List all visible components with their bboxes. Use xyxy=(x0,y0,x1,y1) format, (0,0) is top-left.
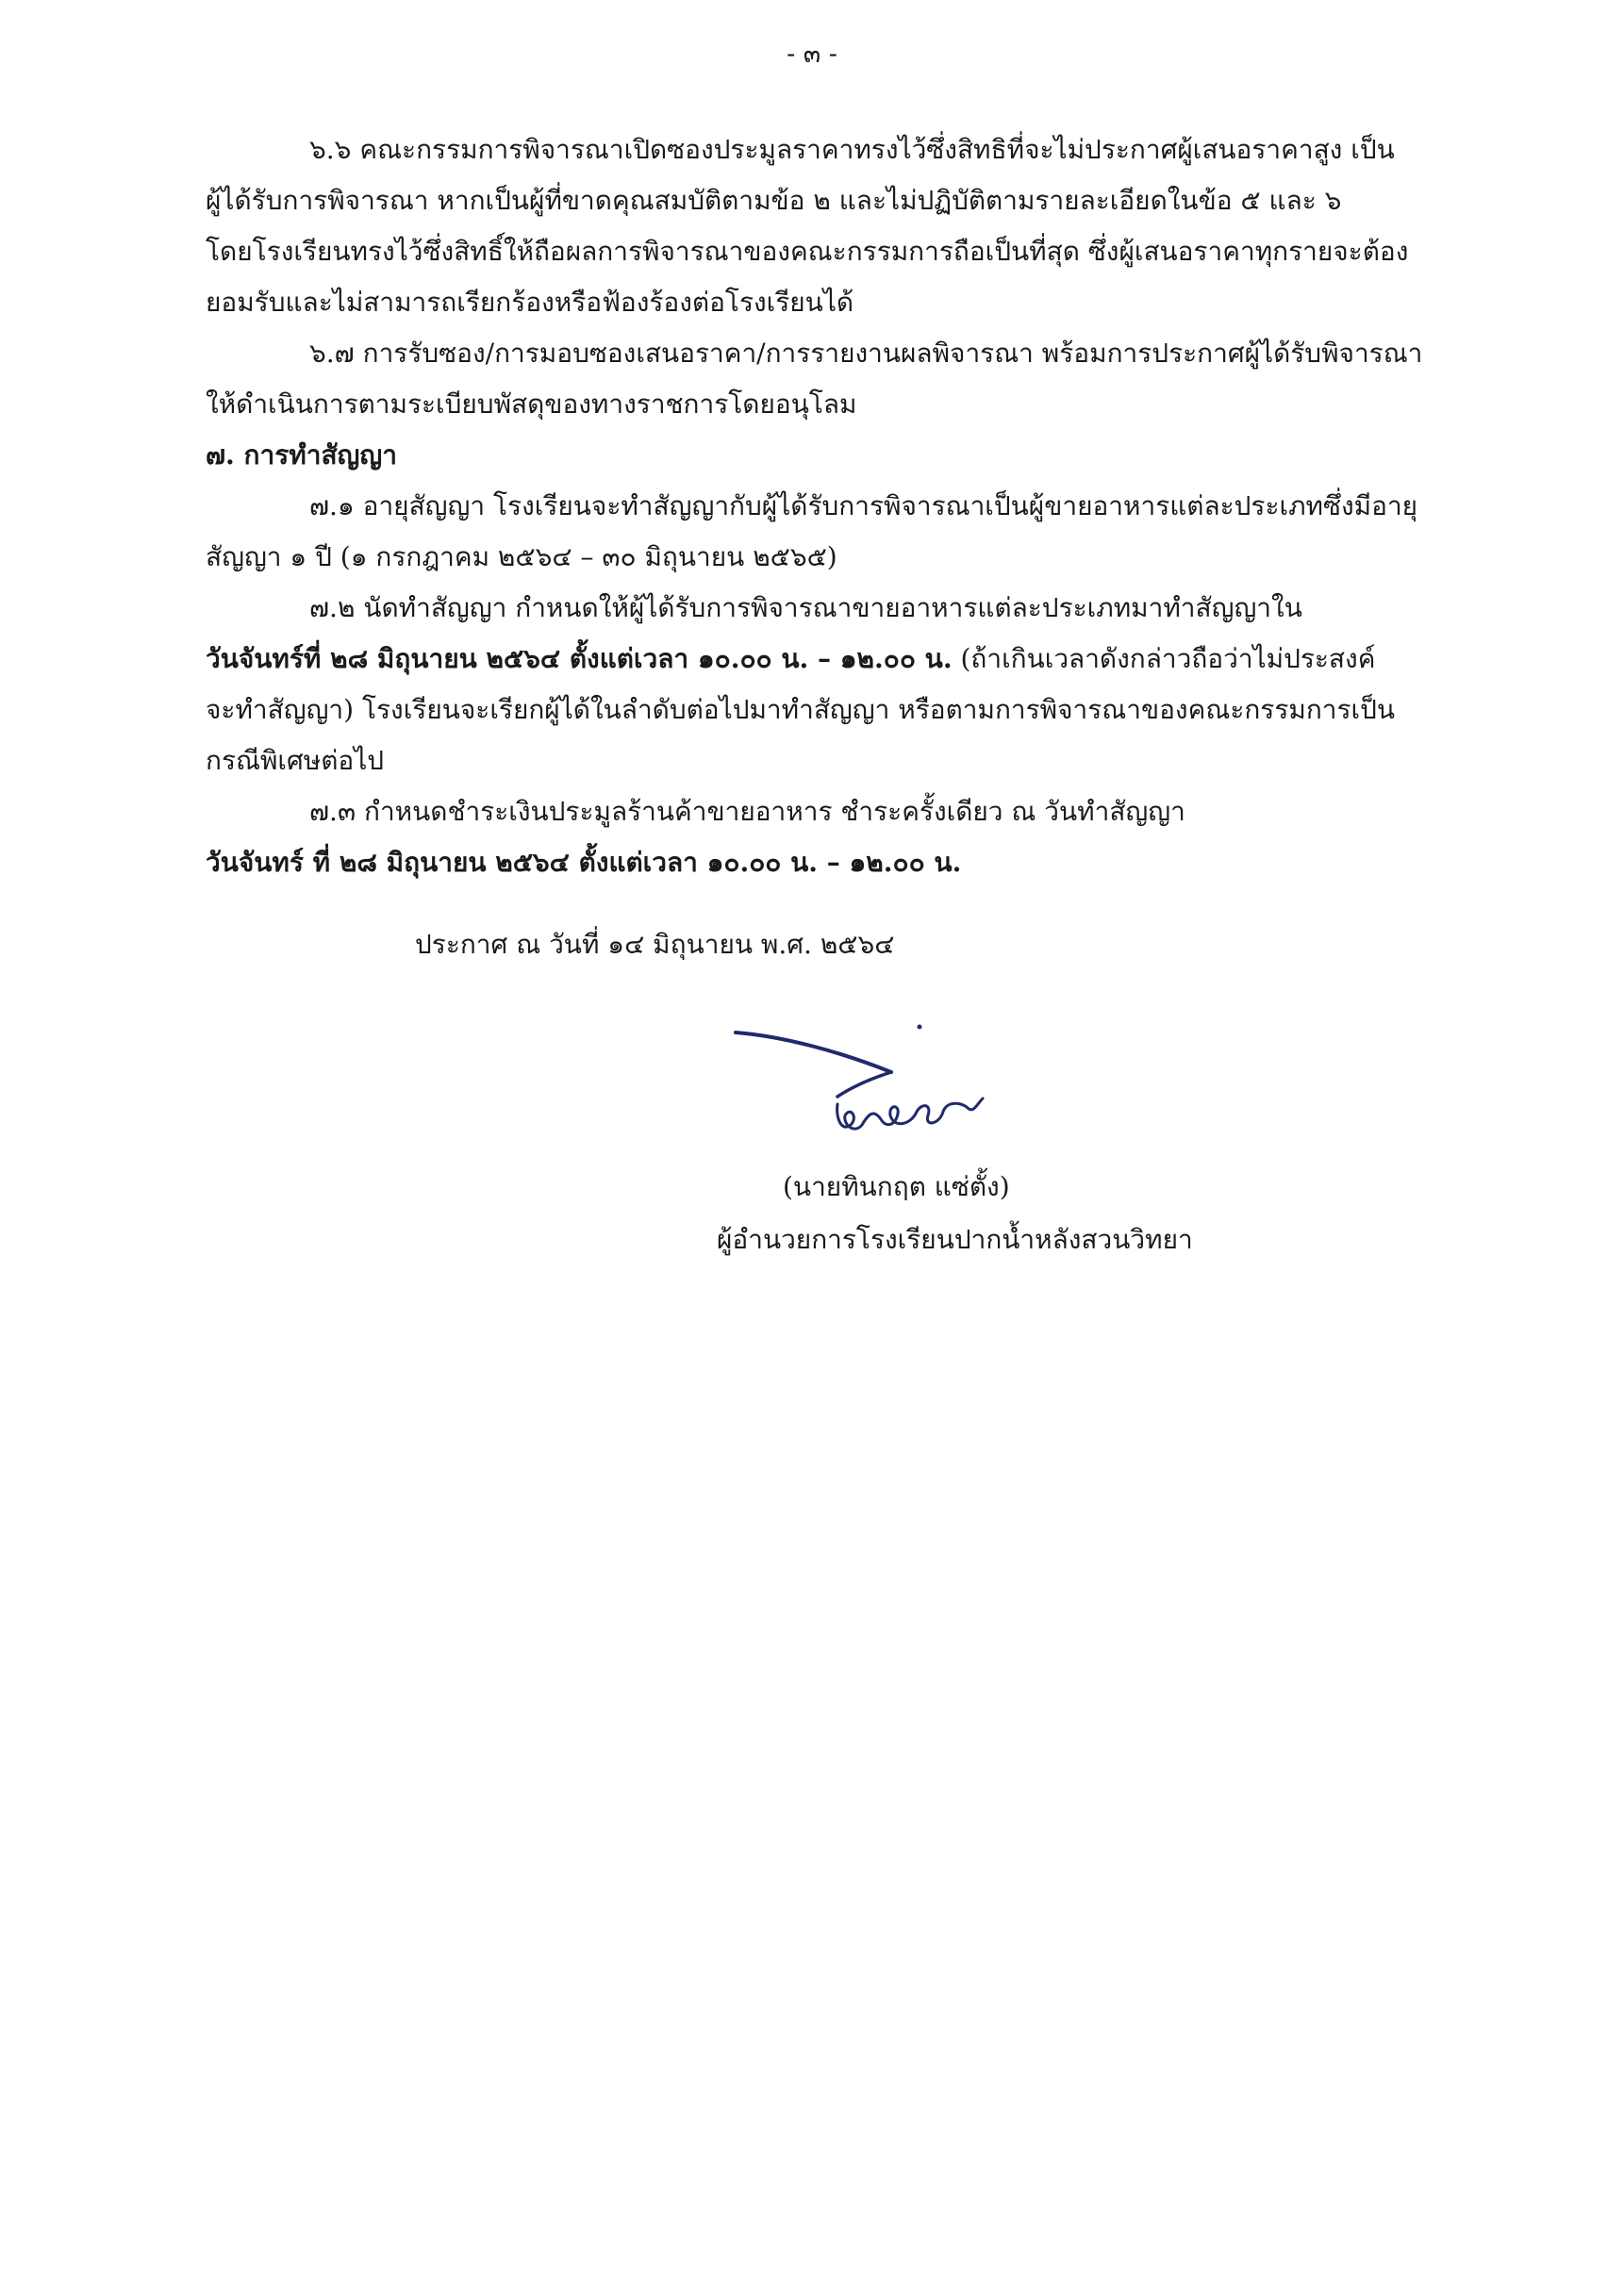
signatory-position: ผู้อำนวยการโรงเรียนปากน้ำหลังสวนวิทยา xyxy=(717,1224,1193,1255)
paragraph-7-2-line-2 xyxy=(206,634,1432,685)
paragraph-6-7-line-1: ๖.๗ การรับซอง/การมอบซองเสนอราคา/การรายงานผลพิจารณา พร้อมการประกาศผู้ได้รับพิจารณา xyxy=(309,338,1423,369)
contract-date-bold: วันจันทร์ที่ ๒๘ มิถุนายน ๒๕๖๔ ตั้งแต่เวลา ๑๐.๐๐ น. – ๑๒.๐๐ น. xyxy=(206,643,953,674)
paragraph-7-3-line-2: วันจันทร์ ที่ ๒๘ มิถุนายน ๒๕๖๔ ตั้งแต่เวลา ๑๐.๐๐ น. – ๑๒.๐๐ น. xyxy=(206,847,962,878)
paragraph-7-2-line-3: จะทำสัญญา) โรงเรียนจะเรียกผู้ได้ในลำดับต่อไปมาทำสัญญา หรือตามการพิจารณาของคณะกรรมการเป็น xyxy=(206,694,1396,725)
paragraph-6-6-line-1: ๖.๖ คณะกรรมการพิจารณาเปิดซองประมูลราคาทรงไว้ซึ่งสิทธิที่จะไม่ประกาศผู้เสนอราคาสูง เป็น xyxy=(309,134,1395,165)
paragraph-6-6-line-3: โดยโรงเรียนทรงไว้ซึ่งสิทธิ์ให้ถือผลการพิจารณาของคณะกรรมการถือเป็นที่สุด ซึ่งผู้เสนอราคาทุกรายจะต้อง xyxy=(206,236,1409,267)
paragraph-6-7-line-2: ให้ดำเนินการตามระเบียบพัสดุของทางราชการโดยอนุโลม xyxy=(206,388,857,420)
paragraph-7-1-line-1: ๗.๑ อายุสัญญา โรงเรียนจะทำสัญญากับผู้ได้รับการพิจารณาเป็นผู้ขายอาหารแต่ละประเภทซึ่งมีอายุ xyxy=(309,490,1418,521)
contract-date-note: (ถ้าเกินเวลาดังกล่าวถือว่าไม่ประสงค์ xyxy=(952,643,1376,674)
paragraph-7-3-line-1: ๗.๓ กำหนดชำระเงินประมูลร้านค้าขายอาหาร ชำระครั้งเดียว ณ วันทำสัญญา xyxy=(309,796,1185,827)
signature-image xyxy=(726,1014,1028,1155)
paragraph-7-1-line-2: สัญญา ๑ ปี (๑ กรกฎาคม ๒๕๖๔ – ๓๐ มิถุนายน ๒๕๖๕) xyxy=(206,541,837,572)
section-7-heading: ๗. การทำสัญญา xyxy=(206,439,397,471)
document-body xyxy=(206,124,1432,888)
announcement-date: ประกาศ ณ วันที่ ๑๔ มิถุนายน พ.ศ. ๒๕๖๔ xyxy=(415,929,895,960)
paragraph-7-2-line-1: ๗.๒ นัดทำสัญญา กำหนดให้ผู้ได้รับการพิจารณาขายอาหารแต่ละประเภทมาทำสัญญาใน xyxy=(309,592,1302,623)
paragraph-7-2-line-4: กรณีพิเศษต่อไป xyxy=(206,745,385,776)
paragraph-6-6-line-4: ยอมรับและไม่สามารถเรียกร้องหรือฟ้องร้องต่อโรงเรียนได้ xyxy=(206,287,854,318)
signatory-name: (นายทินกฤต แซ่ตั้ง) xyxy=(783,1171,1010,1202)
paragraph-6-6-line-2: ผู้ได้รับการพิจารณา หากเป็นผู้ที่ขาดคุณสมบัติตามข้อ ๒ และไม่ปฏิบัติตามรายละเอียดในข้อ ๕ และ ๖ xyxy=(206,185,1342,216)
page-number: - ๓ - xyxy=(787,40,837,69)
